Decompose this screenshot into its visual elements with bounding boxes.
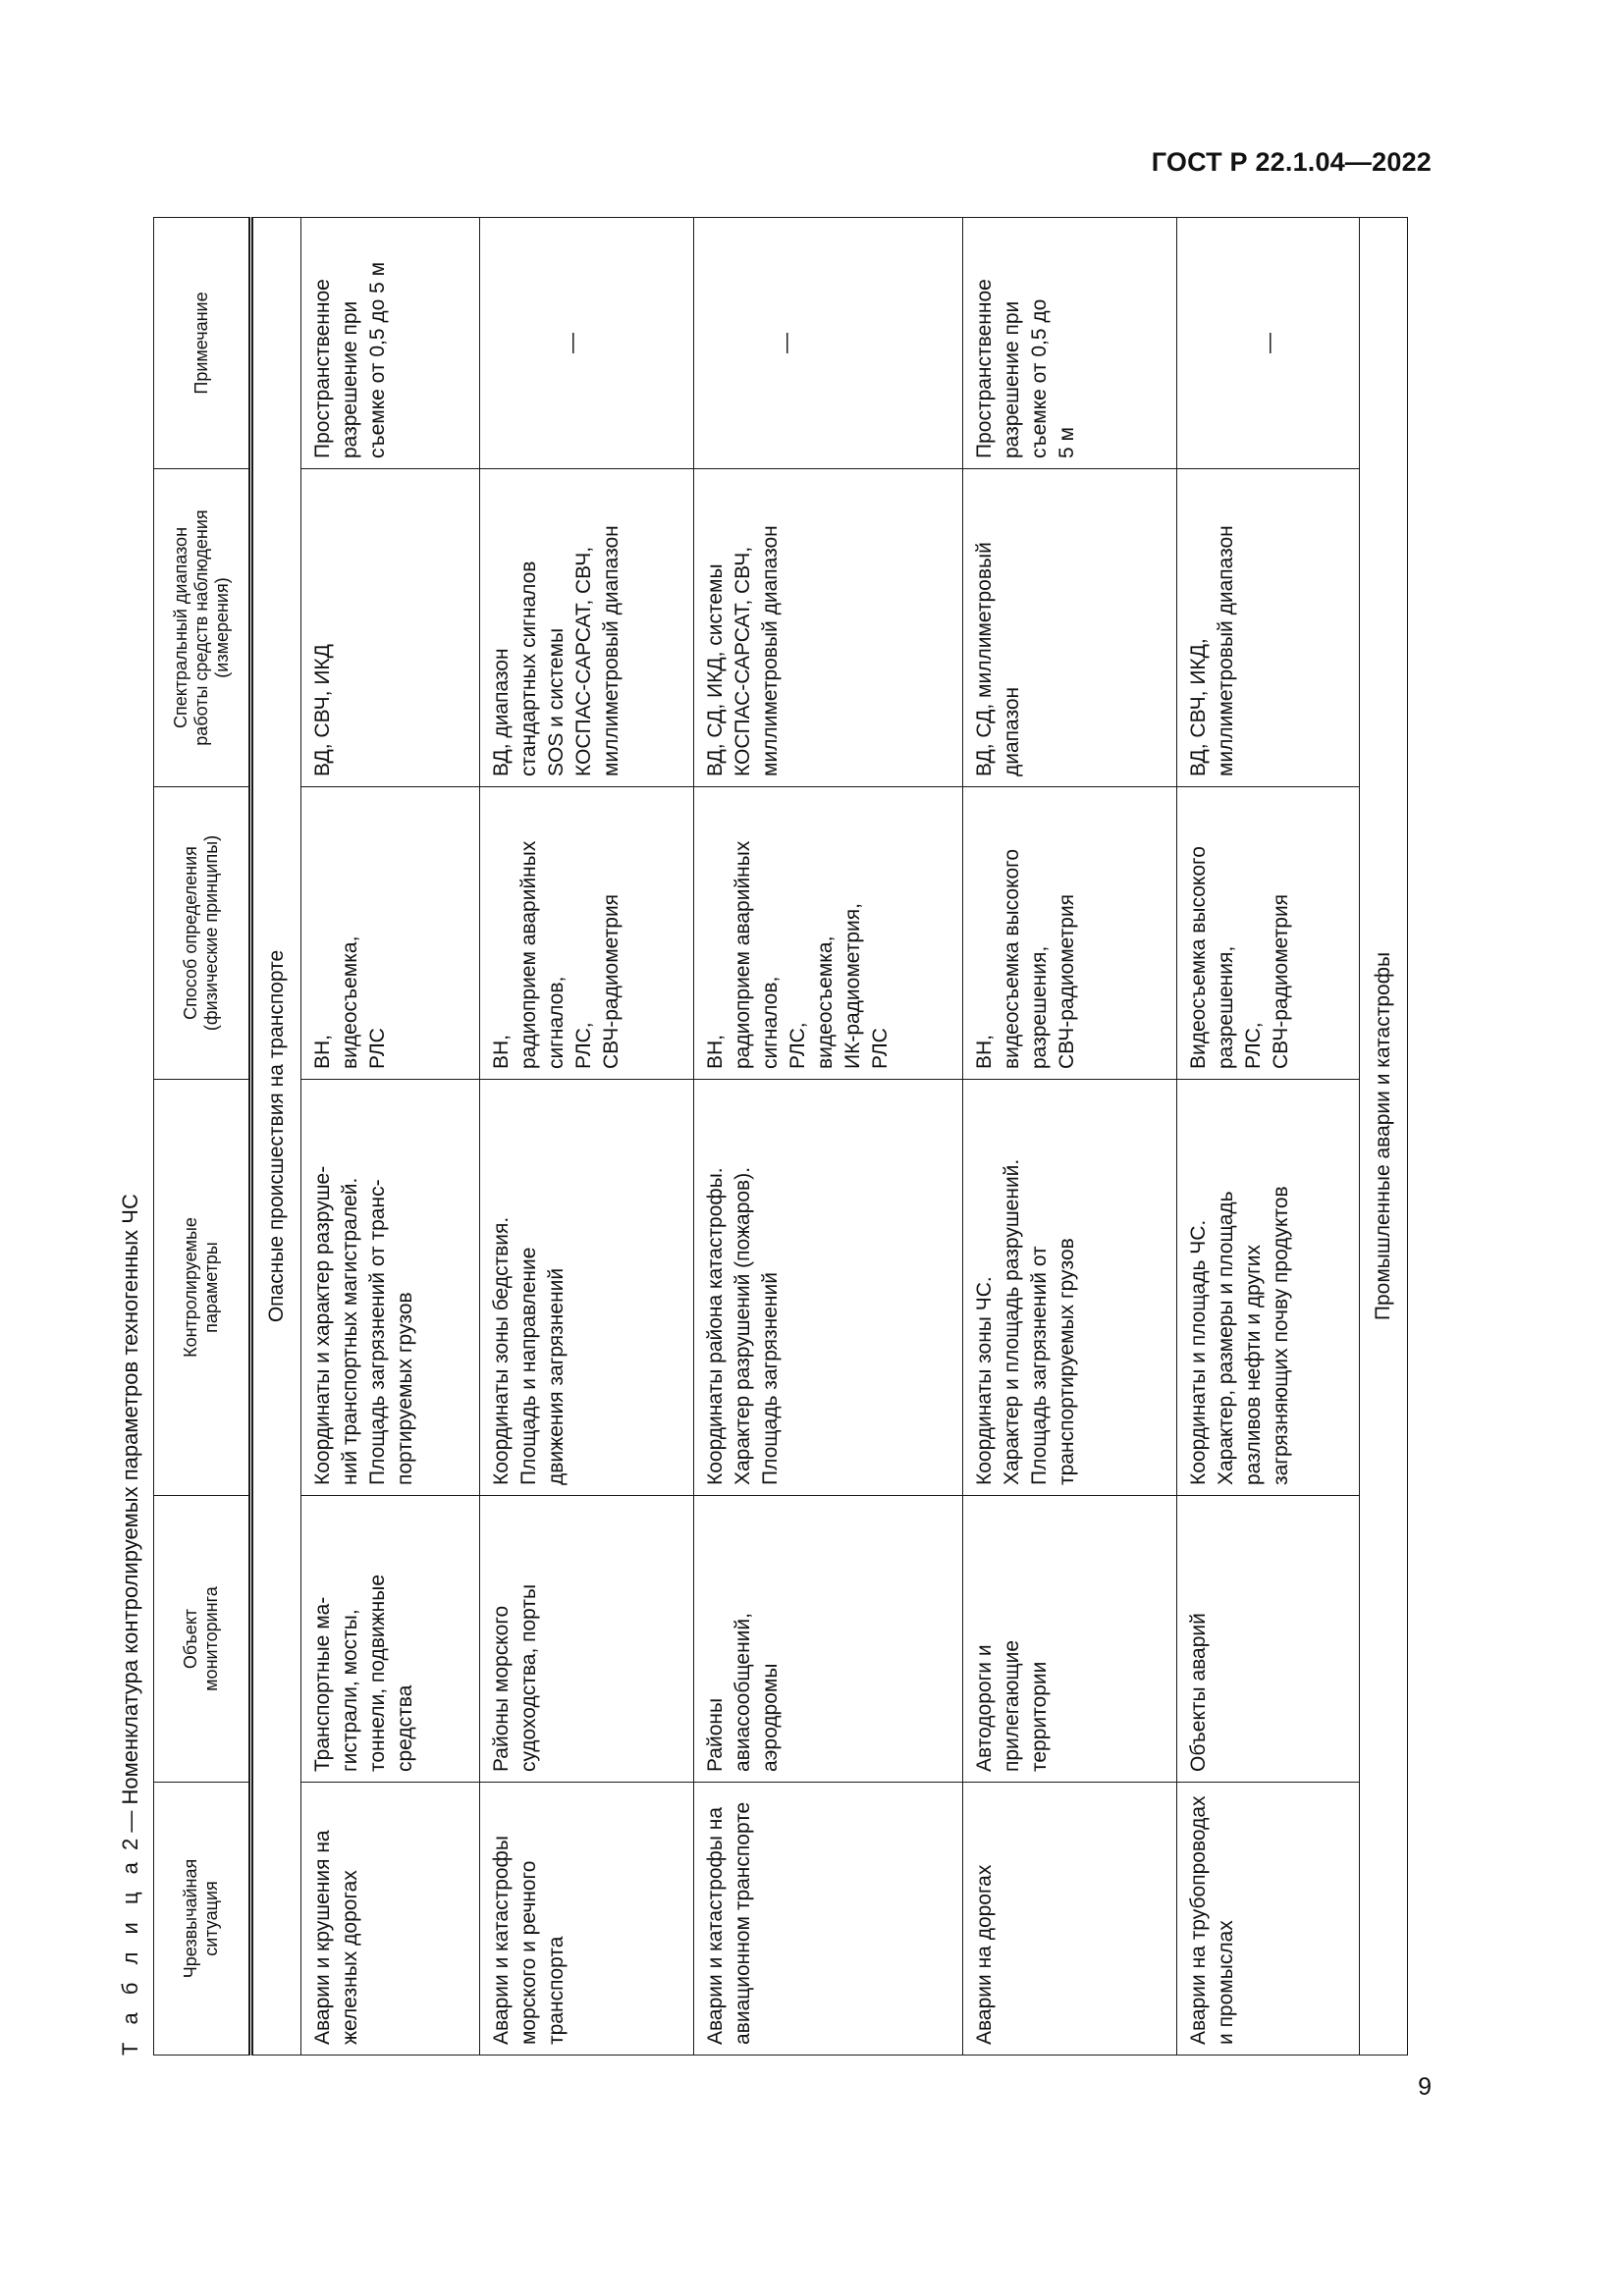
table-row: [963, 218, 1177, 2056]
cell-params: Координаты зоны бедствия. Площадь и направление движения загрязнений: [480, 1080, 694, 1496]
cell-method: Видеосъемка высокого разрешения, РЛС, СВЧ-радиометрия: [1177, 787, 1360, 1080]
cell-params: Координаты зоны ЧС. Характер и площадь разрушений. Площадь загрязнений от транспортируемых грузов: [963, 1080, 1177, 1496]
cell-object: Автодороги и прилегающие территории: [963, 1496, 1177, 1783]
cell-object: Районы морского судоходства, порты: [480, 1496, 694, 1783]
cell-method: ВН, радиоприем аварийных сигналов, РЛС, видеосъемка, ИК-радиометрия, РЛС: [694, 787, 963, 1080]
header-method: Способ определения (физические принципы): [154, 787, 251, 1080]
table-row: [1177, 218, 1360, 2056]
dash-mark: —: [561, 333, 583, 353]
section-row-industrial: [1360, 218, 1408, 2056]
cell-situation: Аварии на дорогах: [963, 1783, 1177, 2056]
header-spectrum: Спектральный диапазон работы средств наблюдения (измерения): [154, 469, 251, 787]
cell-params: Координаты и характер разруше- ний транспортных магистралей. Площадь загрязнений от транс- портируемых грузов: [301, 1080, 480, 1496]
rotated-table-frame: [108, 218, 1420, 2056]
section-title-transport: Опасные происшествия на транспорте: [251, 218, 301, 2056]
dash-mark: —: [1258, 333, 1280, 353]
cell-situation: Аварии и катастрофы морского и речного транспорта: [480, 1783, 694, 2056]
cell-situation: Аварии на трубопроводах и промыслах: [1177, 1783, 1360, 2056]
cell-situation: Аварии и катастрофы на авиационном транспорте: [694, 1783, 963, 2056]
document-header: ГОСТ Р 22.1.04—2022: [1151, 147, 1432, 177]
table-row: [480, 218, 694, 2056]
table-caption-word: Т а б л и ц а: [118, 1856, 142, 2056]
cell-object: Транспортные ма- гистрали, мосты, тоннели, подвижные средства: [301, 1496, 480, 1783]
cell-params: Координаты и площадь ЧС. Характер, размеры и площадь разливов нефти и других загрязняющих почву продуктов: [1177, 1080, 1360, 1496]
section-title-industrial: Промышленные аварии и катастрофы: [1360, 218, 1408, 2056]
table-caption: [108, 1194, 153, 2056]
cell-note: [480, 218, 694, 469]
page-number: 9: [1418, 2073, 1432, 2101]
cell-note: Пространственное разрешение при съемке от 0,5 до 5 м: [963, 218, 1177, 469]
table-caption-text: 2 — Номенклатура контролируемых параметров техногенных ЧС: [118, 1194, 142, 1850]
table-header-row: [154, 218, 251, 2056]
cell-method: ВН, видеосъемка, РЛС: [301, 787, 480, 1080]
table-row: [694, 218, 963, 2056]
monitoring-parameters-table: [153, 217, 1408, 2056]
cell-spectrum: ВД, диапазон стандартных сигналов SOS и системы КОСПАС-САРСАТ, СВЧ, миллиметровый диапазон: [480, 469, 694, 787]
cell-situation: Аварии и крушения на железных дорогах: [301, 1783, 480, 2056]
cell-spectrum: ВД, СД, ИКД, системы КОСПАС-САРСАТ, СВЧ, миллиметровый диапазон: [694, 469, 963, 787]
header-params: Контролируемые параметры: [154, 1080, 251, 1496]
cell-method: ВН, видеосъемка высокого разрешения, СВЧ-радиометрия: [963, 787, 1177, 1080]
cell-spectrum: ВД, СВЧ, ИКД: [301, 469, 480, 787]
dash-mark: —: [775, 333, 797, 353]
cell-spectrum: ВД, СД, миллиметровый диапазон: [963, 469, 1177, 787]
cell-object: Объекты аварий: [1177, 1496, 1360, 1783]
cell-object: Районы авиасообщений, аэродромы: [694, 1496, 963, 1783]
header-note: Примечание: [154, 218, 251, 469]
cell-note: [694, 218, 963, 469]
table-row: [301, 218, 480, 2056]
cell-spectrum: ВД, СВЧ, ИКД, миллиметровый диапазон: [1177, 469, 1360, 787]
header-object: Объект мониторинга: [154, 1496, 251, 1783]
header-situation: Чрезвычайная ситуация: [154, 1783, 251, 2056]
cell-note: [1177, 218, 1360, 469]
cell-params: Координаты района катастрофы. Характер разрушений (пожаров). Площадь загрязнений: [694, 1080, 963, 1496]
cell-method: ВН, радиоприем аварийных сигналов, РЛС, СВЧ-радиометрия: [480, 787, 694, 1080]
section-row-transport: [251, 218, 301, 2056]
cell-note: Пространственное разрешение при съемке от 0,5 до 5 м: [301, 218, 480, 469]
